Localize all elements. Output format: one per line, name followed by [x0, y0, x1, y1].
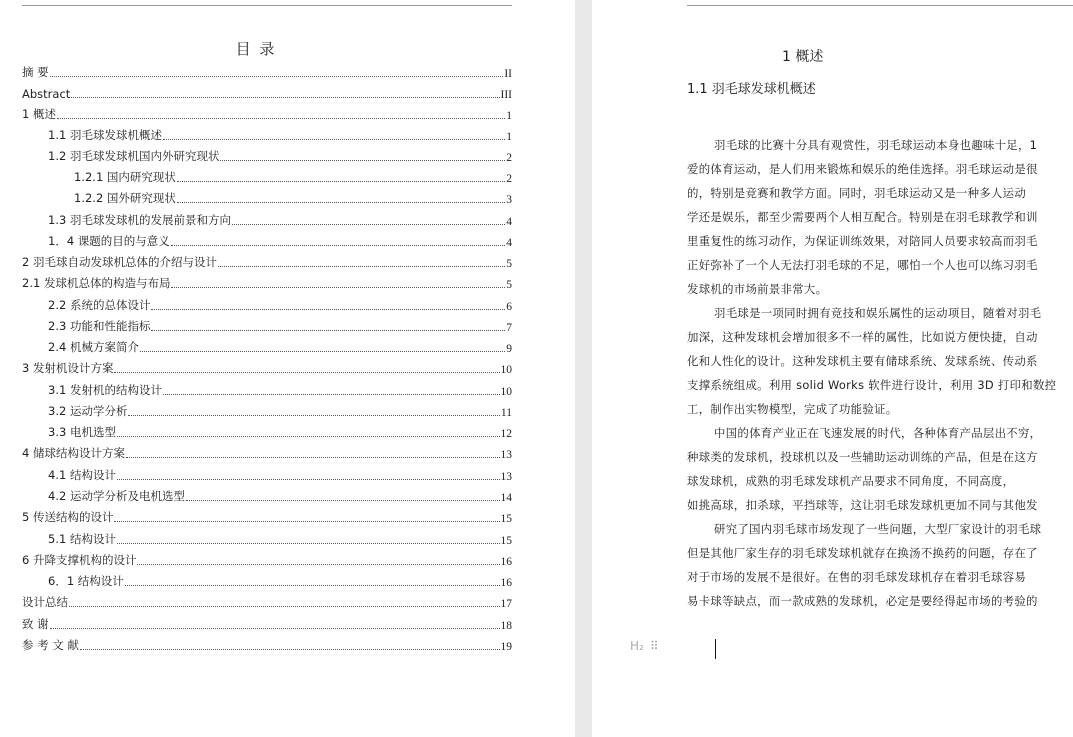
toc-entry-page: 9: [506, 343, 512, 355]
toc-entry-label: 1.3 羽毛球发球机的发展前景和方向: [48, 213, 231, 227]
toc-leader-dots: [69, 606, 500, 607]
toc-entry[interactable]: [22, 616, 512, 632]
toc-entry-label: 3.1 发射机的结构设计: [48, 383, 162, 397]
body-text-line: 化和人性化的设计。这种发球机主要有储球系统、发球系统、传动系: [687, 354, 1038, 368]
toc-leader-dots: [151, 309, 505, 310]
body-text-line: 对于市场的发展不是很好。在售的羽毛球发球机存在着羽毛球容易: [687, 570, 1027, 584]
toc-leader-dots: [163, 139, 505, 140]
toc-entry-page: 4: [506, 237, 512, 249]
toc-entry[interactable]: [48, 382, 512, 398]
toc-entry[interactable]: [48, 127, 512, 143]
toc-entry-page: 14: [500, 492, 512, 504]
body-text-line: 种球类的发球机，投球机以及一些辅助运动训练的产品，但是在这方: [687, 450, 1038, 464]
toc-entry-label: 2 羽毛球自动发球机总体的介绍与设计: [22, 255, 217, 269]
page-top-rule: [687, 5, 1073, 6]
toc-entry-page: 3: [506, 194, 512, 206]
toc-leader-dots: [117, 436, 500, 437]
toc-entry[interactable]: [48, 297, 512, 313]
toc-entry-label: 2.1 发球机总体的构造与布局: [22, 276, 171, 290]
toc-leader-dots: [80, 649, 500, 650]
toc-leader-dots: [218, 266, 505, 267]
toc-entry[interactable]: [48, 318, 512, 334]
body-text-line: 支撑系统组成。利用 solid Works 软件进行设计，利用 3D 打印和数控: [687, 378, 1057, 392]
toc-entry-label: 4.2 运动学分析及电机选型: [48, 489, 185, 503]
toc-entry[interactable]: [48, 148, 512, 164]
toc-entry-page: 5: [506, 258, 512, 270]
toc-entry[interactable]: [22, 106, 512, 122]
toc-leader-dots: [57, 118, 505, 119]
toc-entry-page: 15: [500, 535, 512, 547]
toc-leader-dots: [186, 500, 500, 501]
toc-entry[interactable]: [22, 64, 512, 80]
toc-entry-page: 10: [500, 386, 512, 398]
toc-entry-page: 16: [500, 577, 512, 589]
toc-entry-page: 13: [500, 449, 512, 461]
toc-entry-page: 1: [506, 131, 512, 143]
chapter-title: 1 概述: [782, 49, 824, 65]
toc-entry[interactable]: [48, 403, 512, 419]
toc-entry-page: 7: [506, 322, 512, 334]
body-text-line: 工，制作出实物模型，完成了功能验证。: [687, 402, 898, 416]
toc-entry[interactable]: [22, 509, 512, 525]
toc-entry[interactable]: [48, 467, 512, 483]
toc-entry-label: 1.2 羽毛球发球机国内外研究现状: [48, 149, 220, 163]
toc-entry-label: 设计总结: [22, 595, 68, 609]
toc-entry-page: 12: [500, 428, 512, 440]
toc-entry-page: 19: [500, 641, 512, 653]
toc-entry[interactable]: [48, 339, 512, 355]
heading-label: H₂: [630, 639, 644, 653]
toc-entry-label: 2.4 机械方案简介: [48, 340, 139, 354]
toc-entry-label: 6．1 结构设计: [48, 574, 124, 588]
body-text-line: 羽毛球的比赛十分具有观赏性，羽毛球运动本身也趣味十足，1: [714, 138, 1038, 152]
toc-leader-dots: [137, 564, 499, 565]
toc-entry-label: 3.2 运动学分析: [48, 404, 128, 418]
toc-entry[interactable]: [48, 424, 512, 440]
toc-leader-dots: [117, 479, 500, 480]
toc-leader-dots: [126, 457, 500, 458]
toc-entry-page: II: [504, 68, 512, 80]
toc-entry-label: 1.2.2 国外研究现状: [74, 191, 176, 205]
body-text-line: 发球机的市场前景非常大。: [687, 282, 828, 296]
toc-entry-label: 4 储球结构设计方案: [22, 446, 125, 460]
toc-leader-dots: [177, 181, 505, 182]
toc-entry[interactable]: [48, 488, 512, 504]
toc-entry[interactable]: [48, 531, 512, 547]
toc-entry[interactable]: [48, 573, 512, 589]
toc-leader-dots: [125, 585, 500, 586]
heading-level-marker[interactable]: [630, 639, 657, 653]
toc-entry-label: 参 考 文 献: [22, 638, 79, 652]
toc-leader-dots: [50, 76, 504, 77]
body-text-line: 但是其他厂家生存的羽毛球发球机就存在换汤不换药的问题，存在了: [687, 546, 1038, 560]
toc-entry-label: 1.1 羽毛球发球机概述: [48, 128, 162, 142]
toc-leader-dots: [232, 224, 505, 225]
toc-entry-page: 17: [500, 598, 512, 610]
toc-leader-dots: [50, 628, 500, 629]
toc-entry-label: 3.3 电机选型: [48, 425, 116, 439]
toc-entry-page: 11: [500, 407, 512, 419]
toc-entry-page: 10: [500, 364, 512, 376]
toc-leader-dots: [151, 330, 505, 331]
body-text-line: 爱的体育运动，是人们用来锻炼和娱乐的绝佳选择。羽毛球运动是很: [687, 162, 1038, 176]
toc-entry-page: 2: [506, 152, 512, 164]
toc-entry-page: 18: [500, 620, 512, 632]
text-cursor: [715, 639, 716, 659]
toc-leader-dots: [117, 543, 500, 544]
page-top-rule: [22, 5, 512, 6]
toc-entry[interactable]: [22, 594, 512, 610]
body-text-line: 易卡球等缺点，而一款成熟的发球机，必定是要经得起市场的考验的: [687, 594, 1038, 608]
toc-leader-dots: [220, 160, 505, 161]
toc-entry[interactable]: [74, 169, 512, 185]
toc-entry-label: 5 传送结构的设计: [22, 510, 114, 524]
toc-entry[interactable]: [22, 275, 512, 291]
toc-entry[interactable]: [48, 233, 512, 249]
body-text-line: 学还是娱乐，都至少需要两个人相互配合。特别是在羽毛球教学和训: [687, 210, 1038, 224]
body-text-line: 正好弥补了一个人无法打羽毛球的不足，哪怕一个人也可以练习羽毛: [687, 258, 1038, 272]
toc-entry[interactable]: [22, 552, 512, 568]
toc-leader-dots: [71, 97, 499, 98]
section-title: 1.1 羽毛球发球机概述: [687, 82, 816, 97]
toc-entry[interactable]: [48, 212, 512, 228]
toc-entry-label: 1 概述: [22, 107, 56, 121]
toc-entry-label: 2.3 功能和性能指标: [48, 319, 151, 333]
toc-entry-page: 1: [506, 110, 512, 122]
toc-entry-label: 1．4 课题的目的与意义: [48, 234, 170, 248]
toc-entry-label: 摘 要: [22, 65, 49, 79]
body-text-line: 羽毛球是一项同时拥有竞技和娱乐属性的运动项目，随着对羽毛: [714, 306, 1042, 320]
body-text-line: 研究了国内羽毛球市场发现了一些问题，大型厂家设计的羽毛球: [714, 522, 1042, 536]
toc-leader-dots: [114, 372, 499, 373]
toc-entry-page: 16: [500, 556, 512, 568]
toc-title: 目 录: [235, 40, 277, 58]
toc-entry-page: III: [500, 89, 512, 101]
toc-leader-dots: [128, 415, 499, 416]
toc-entry[interactable]: [22, 445, 512, 461]
drag-handle-icon[interactable]: ⠿: [649, 639, 657, 653]
toc-entry[interactable]: [22, 254, 512, 270]
toc-leader-dots: [114, 521, 499, 522]
toc-leader-dots: [171, 287, 505, 288]
toc-entry-label: 1.2.1 国内研究现状: [74, 170, 176, 184]
toc-entry[interactable]: [22, 360, 512, 376]
body-text-line: 的，特别是竞赛和教学方面。同时，羽毛球运动又是一种多人运动: [687, 186, 1027, 200]
toc-entry[interactable]: [22, 637, 512, 653]
toc-entry-page: 13: [500, 471, 512, 483]
toc-leader-dots: [163, 394, 500, 395]
toc-leader-dots: [140, 351, 505, 352]
toc-entry-page: 2: [506, 173, 512, 185]
body-text-line: 里重复性的练习动作，为保证训练效果，对陪同人员要求较高而羽毛: [687, 234, 1038, 248]
body-text-line: 加深，这种发球机会增加很多不一样的属性，比如说方便快捷，自动: [687, 330, 1038, 344]
toc-entry-page: 15: [500, 513, 512, 525]
toc-entry-label: 3 发射机设计方案: [22, 361, 114, 375]
toc-entry[interactable]: [22, 85, 512, 101]
toc-entry-label: 6 升降支撑机构的设计: [22, 553, 137, 567]
toc-entry-page: 5: [506, 279, 512, 291]
toc-leader-dots: [171, 245, 505, 246]
body-text-line: 如挑高球，扣杀球，平挡球等，这让羽毛球发球机更加不同与其他发: [687, 498, 1038, 512]
toc-entry-page: 4: [506, 216, 512, 228]
toc-entry[interactable]: [74, 190, 512, 206]
toc-entry-label: 5.1 结构设计: [48, 532, 116, 546]
body-text-line: 中国的体育产业正在飞速发展的时代，各种体育产品层出不穷，: [714, 426, 1042, 440]
toc-entry-label: 4.1 结构设计: [48, 468, 116, 482]
body-text-line: 球发球机，成熟的羽毛球发球机产品要求不同角度，不同高度，: [687, 474, 1015, 488]
toc-entry-label: Abstract: [22, 87, 71, 101]
toc-entry-label: 2.2 系统的总体设计: [48, 298, 151, 312]
toc-leader-dots: [177, 202, 505, 203]
toc-entry-page: 6: [506, 301, 512, 313]
toc-entry-label: 致 谢: [22, 617, 49, 631]
